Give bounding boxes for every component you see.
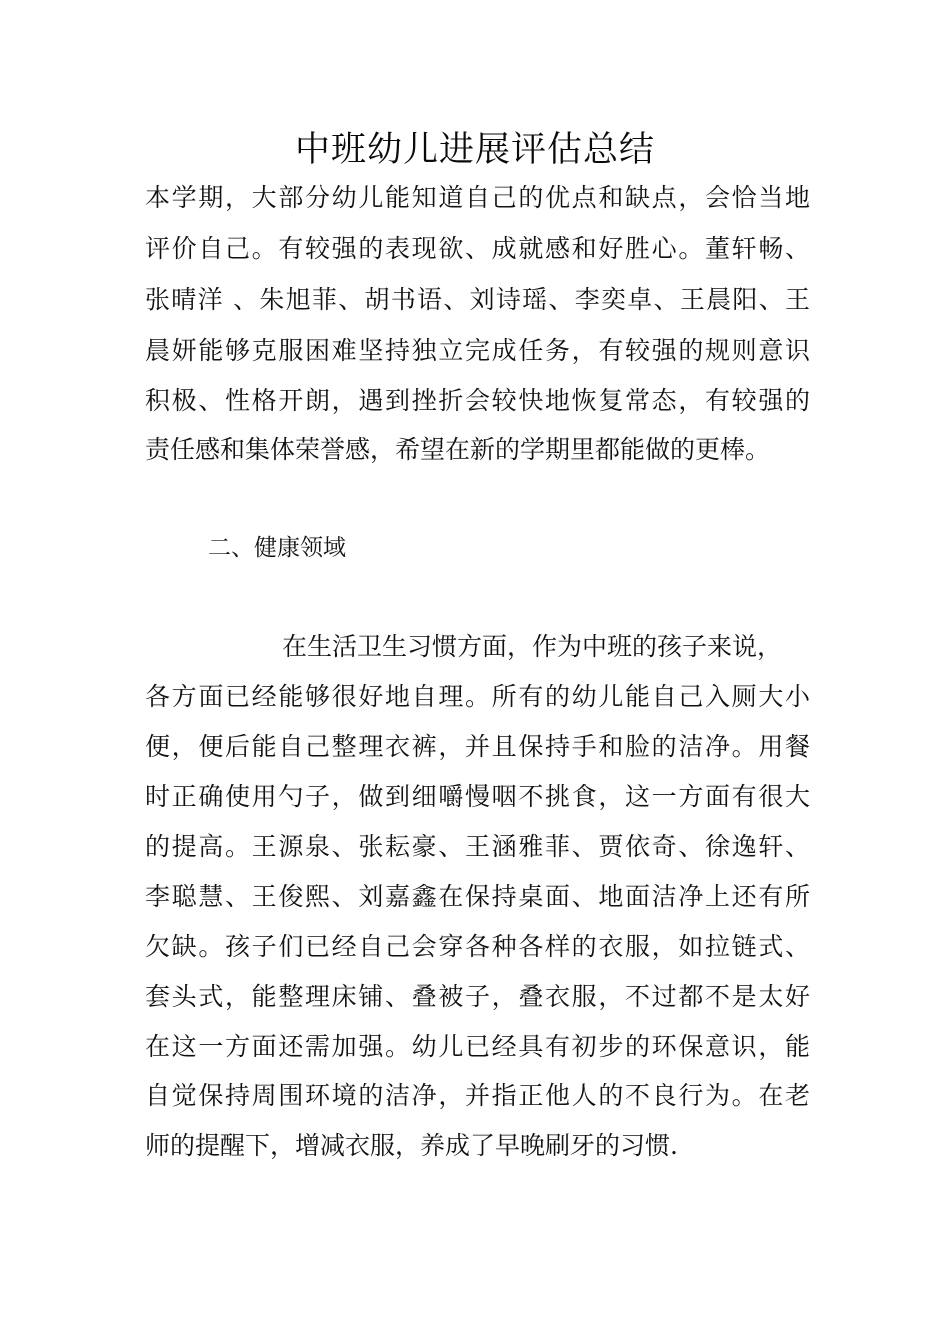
paragraph-line: 套头式，能整理床铺、叠被子，叠衣服，不过都不是太好 [145,982,810,1011]
paragraph-line: 责任感和集体荣誉感，希望在新的学期里都能做的更棒。 [145,435,771,464]
paragraph-line: 自觉保持周围环境的洁净，并指正他人的不良行为。在老 [145,1081,810,1110]
paragraph-line: 评价自己。有较强的表现欲、成就感和好胜心。董轩畅、 [145,234,810,263]
paragraph-line: 本学期，大部分幼儿能知道自己的优点和缺点，会恰当地 [145,183,810,212]
paragraph-line: 便，便后能自己整理衣裤，并且保持手和脸的洁净。用餐 [145,732,810,761]
paragraph-line: 的提高。王源泉、张耘豪、王涵雅菲、贾依奇、徐逸轩、 [145,832,810,861]
paragraph-line: 欠缺。孩子们已经自己会穿各种各样的衣服，如拉链式、 [145,932,810,961]
paragraph-line: 时正确使用勺子，做到细嚼慢咽不挑食，这一方面有很大 [145,782,810,811]
paragraph-line: 张晴洋 、朱旭菲、胡书语、刘诗瑶、李奕卓、王晨阳、王 [145,285,810,314]
paragraph-line: 在这一方面还需加强。幼儿已经具有初步的环保意识，能 [145,1032,810,1061]
paragraph-line: 积极、性格开朗，遇到挫折会较快地恢复常态，有较强的 [145,386,810,415]
section-heading-health: 二、健康领域 [208,535,346,561]
document-title: 中班幼儿进展评估总结 [294,130,655,170]
paragraph-line: 各方面已经能够很好地自理。所有的幼儿能自己入厕大小 [145,682,810,711]
paragraph-line: 师的提醒下，增减衣服，养成了早晚刷牙的习惯. [145,1131,678,1160]
paragraph-line: 李聪慧、王俊熙、刘嘉鑫在保持桌面、地面洁净上还有所 [145,882,810,911]
paragraph-line: 在生活卫生习惯方面，作为中班的孩子来说， [282,632,783,661]
paragraph-line: 晨妍能够克服困难坚持独立完成任务，有较强的规则意识 [145,336,810,365]
